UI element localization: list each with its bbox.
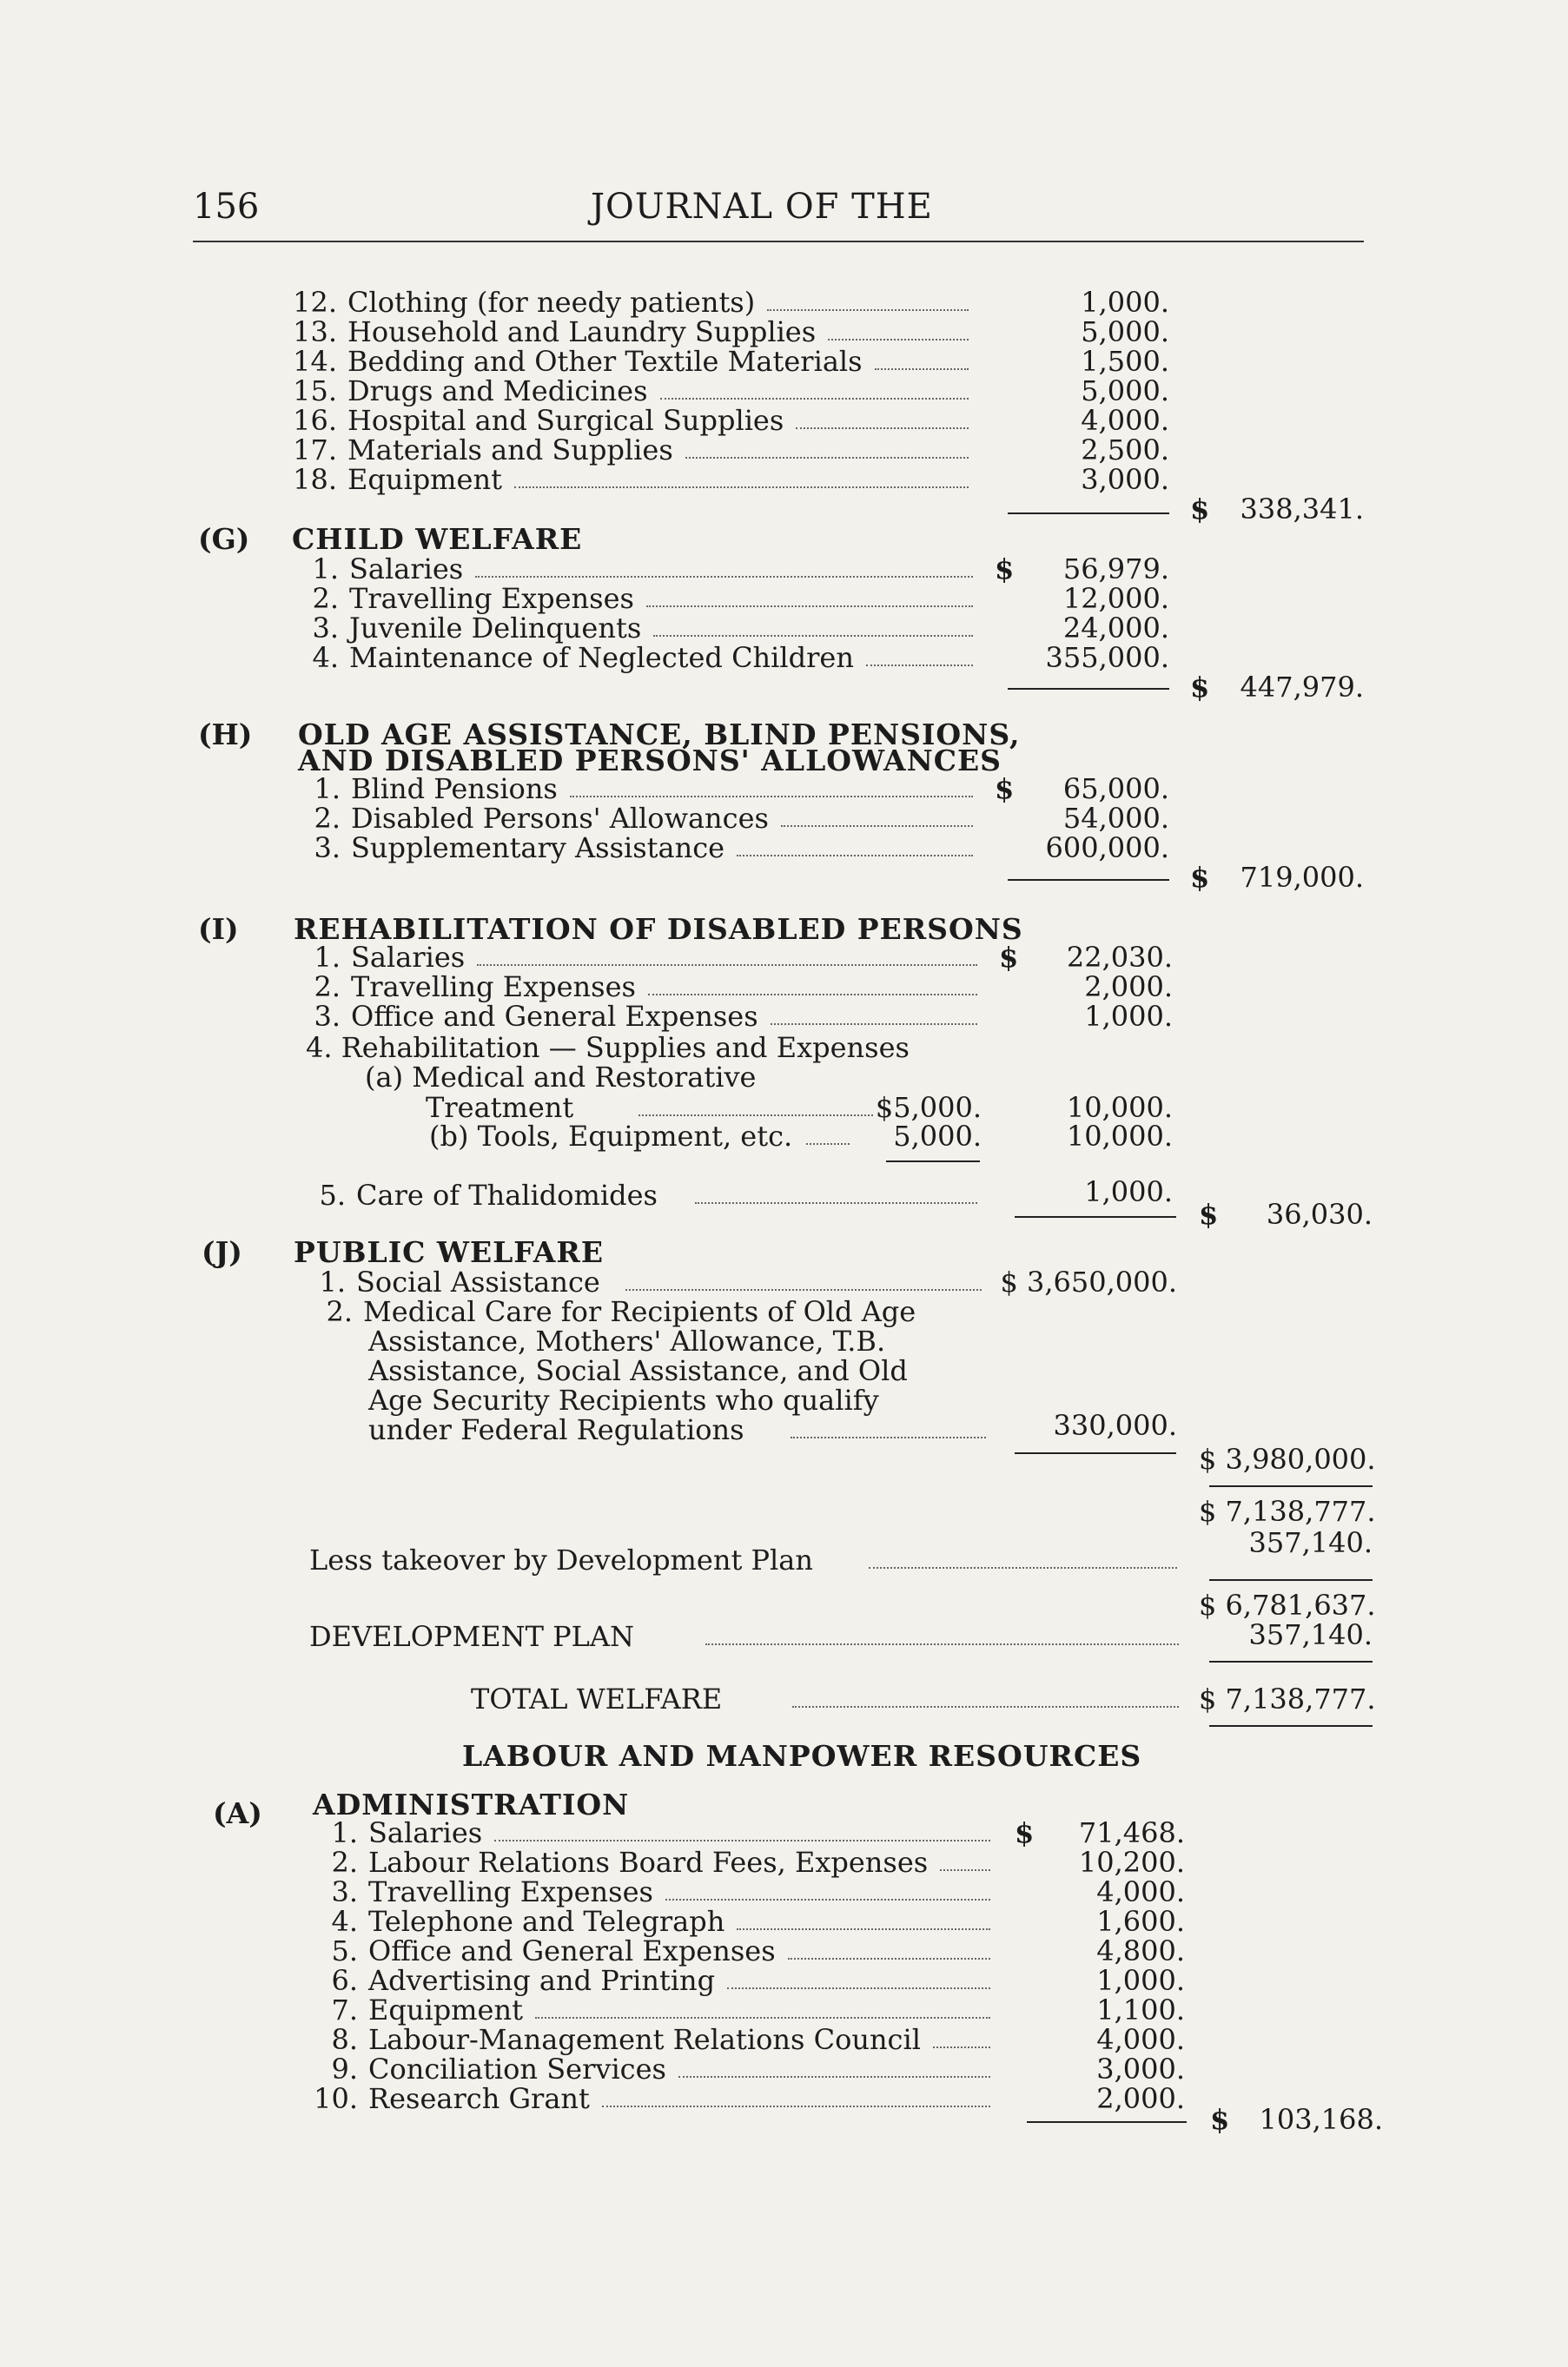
item-amount: 4,000. xyxy=(1096,1875,1185,1908)
leader-dots xyxy=(705,1643,1179,1645)
item-label: Household and Laundry Supplies xyxy=(347,315,817,348)
list-item xyxy=(293,374,648,407)
section-g-total: 447,979. xyxy=(1240,671,1364,704)
item-label: Labour-Management Relations Council xyxy=(368,2023,921,2056)
item-number: 6. xyxy=(331,1964,358,1997)
list-item xyxy=(331,1934,776,1967)
list-item xyxy=(331,1816,483,1849)
list-item xyxy=(312,612,642,645)
item-amount: 600,000. xyxy=(1045,831,1169,864)
list-item xyxy=(314,772,558,805)
section-j-title: PUBLIC WELFARE xyxy=(294,1235,604,1269)
section-i-total: 36,030. xyxy=(1266,1198,1373,1231)
summary-net: $ 6,781,637. xyxy=(1199,1589,1376,1622)
section-j-item-2-line-1: 2. Medical Care for Recipients of Old Age xyxy=(326,1295,916,1328)
leader-dots xyxy=(875,368,969,370)
summary-total-amount: $ 7,138,777. xyxy=(1199,1683,1376,1716)
section-i-letter: (I) xyxy=(198,912,239,946)
item-number: 13. xyxy=(293,315,337,348)
section-i-sub-b-inner: 5,000. xyxy=(893,1120,982,1153)
list-item xyxy=(312,641,854,674)
item-label: Telephone and Telegraph xyxy=(368,1905,725,1938)
item-amount: 65,000. xyxy=(1062,772,1169,805)
section-h-letter: (H) xyxy=(198,717,253,751)
item-amount: 22,030. xyxy=(1066,941,1173,974)
section-i-sub-b-amount: 10,000. xyxy=(1066,1120,1173,1153)
section-i-item-4: 4. Rehabilitation — Supplies and Expenses xyxy=(306,1031,910,1064)
item-label: Blind Pensions xyxy=(351,772,558,805)
list-item xyxy=(293,345,863,378)
leader-dots xyxy=(792,1706,1179,1708)
list-item xyxy=(331,2023,921,2056)
section-h-rule xyxy=(1008,879,1169,881)
list-item xyxy=(331,2053,666,2086)
item-label: Juvenile Delinquents xyxy=(349,612,642,645)
list-item xyxy=(314,831,725,864)
item-label: Travelling Expenses xyxy=(349,582,634,615)
item-number: 12. xyxy=(293,286,337,319)
section-i-sub-b: (b) Tools, Equipment, etc. xyxy=(429,1120,793,1153)
labour-heading: LABOUR AND MANPOWER RESOURCES xyxy=(462,1739,1142,1773)
item-amount: 10,200. xyxy=(1078,1846,1185,1879)
leader-dots xyxy=(678,2076,990,2078)
summary-rule-3 xyxy=(1209,1661,1373,1663)
item-number: 1. xyxy=(312,552,339,585)
list-item xyxy=(312,552,464,585)
list-item xyxy=(293,463,502,496)
leader-dots xyxy=(638,1114,873,1116)
summary-rule-2 xyxy=(1209,1579,1373,1581)
item-number: 1. xyxy=(331,1816,358,1849)
item-label: Materials and Supplies xyxy=(347,433,673,466)
section-j-item-1-amount: $ 3,650,000. xyxy=(1000,1266,1177,1299)
leader-dots xyxy=(767,309,969,311)
item-amount: 1,600. xyxy=(1096,1905,1185,1938)
item-amount: 2,000. xyxy=(1096,2082,1185,2115)
summary-less-row: Less takeover by Development Plan xyxy=(309,1544,813,1577)
summary-subtotal: $ 7,138,777. xyxy=(1199,1495,1376,1528)
list-item xyxy=(314,970,636,1003)
section-j-rule xyxy=(1015,1452,1176,1454)
item-label: Disabled Persons' Allowances xyxy=(351,802,769,835)
leader-dots xyxy=(771,1023,977,1025)
item-amount: 71,468. xyxy=(1078,1816,1185,1849)
item-amount: 5,000. xyxy=(1081,374,1169,407)
page-header xyxy=(193,187,1364,242)
leader-dots xyxy=(665,1899,990,1901)
item-label: Salaries xyxy=(351,941,466,974)
leader-dots xyxy=(514,486,969,488)
leader-dots xyxy=(570,796,973,797)
leader-dots xyxy=(625,1289,982,1291)
section-h-total: 719,000. xyxy=(1240,861,1364,894)
item-label: Equipment xyxy=(347,463,502,496)
item-number: 4. xyxy=(331,1905,358,1938)
item-number: 3. xyxy=(331,1875,358,1908)
summary-less-amount: 357,140. xyxy=(1248,1526,1373,1559)
section-j-item-2-line-5: under Federal Regulations xyxy=(368,1413,744,1446)
list-item xyxy=(314,941,466,974)
section-i-sub-rule xyxy=(886,1160,980,1162)
section-g-letter: (G) xyxy=(198,522,250,556)
page-number: 156 xyxy=(193,187,260,227)
leader-dots xyxy=(933,2046,990,2048)
section-i-sub-a-amount: 10,000. xyxy=(1066,1091,1173,1124)
item-number: 17. xyxy=(293,433,337,466)
leader-dots xyxy=(828,339,969,341)
leader-dots xyxy=(866,664,973,666)
section-g-total-dollar: $ xyxy=(1190,671,1210,704)
list-item xyxy=(331,1875,653,1908)
section-j-letter: (J) xyxy=(202,1235,242,1269)
summary-total-row: TOTAL WELFARE xyxy=(471,1683,723,1716)
leader-dots xyxy=(477,964,977,966)
summary-double-rule-1 xyxy=(1209,1725,1373,1727)
item-label: Office and General Expenses xyxy=(368,1934,776,1967)
section-j-item-2-line-3: Assistance, Social Assistance, and Old xyxy=(368,1354,908,1387)
item-amount: 1,000. xyxy=(1081,286,1169,319)
section-i-item-5: 5. Care of Thalidomides xyxy=(319,1179,658,1212)
item-number: 2. xyxy=(314,802,341,835)
item-number: 8. xyxy=(331,2023,358,2056)
section-j-item-1: 1. Social Assistance xyxy=(319,1266,600,1299)
section-g-first-dollar: $ xyxy=(995,552,1015,585)
labour-total-dollar: $ xyxy=(1210,2103,1230,2136)
leader-dots xyxy=(602,2106,990,2107)
section-j-item-2-amount: 330,000. xyxy=(1053,1409,1177,1442)
section-i-rule xyxy=(1015,1216,1176,1218)
section-i-first-dollar: $ xyxy=(999,941,1019,974)
list-item xyxy=(331,1905,725,1938)
item-number: 9. xyxy=(331,2053,358,2086)
top-total-dollar: $ xyxy=(1190,493,1210,526)
item-label: Conciliation Services xyxy=(368,2053,666,2086)
leader-dots xyxy=(494,1840,990,1841)
section-h-title-1: OLD AGE ASSISTANCE, BLIND PENSIONS, xyxy=(298,717,1021,751)
item-label: Hospital and Surgical Supplies xyxy=(347,404,784,437)
item-amount: 3,000. xyxy=(1081,463,1169,496)
summary-dev-amount: 357,140. xyxy=(1248,1618,1373,1651)
section-h-total-dollar: $ xyxy=(1190,861,1210,894)
item-label: Clothing (for needy patients) xyxy=(347,286,756,319)
list-item xyxy=(293,286,756,319)
item-amount: 2,000. xyxy=(1084,970,1173,1003)
list-item xyxy=(331,1993,523,2026)
list-item xyxy=(293,315,817,348)
labour-rule xyxy=(1027,2121,1187,2123)
item-label: Supplementary Assistance xyxy=(351,831,725,864)
labour-total: 103,168. xyxy=(1259,2103,1383,2136)
item-number: 2. xyxy=(331,1846,358,1879)
leader-dots xyxy=(869,1567,1177,1569)
list-item xyxy=(293,433,673,466)
item-amount: 1,500. xyxy=(1081,345,1169,378)
leader-dots xyxy=(781,825,973,827)
section-i-sub-a-inner: $5,000. xyxy=(875,1091,982,1124)
leader-dots xyxy=(648,994,977,995)
leader-dots xyxy=(535,2017,990,2019)
item-amount: 24,000. xyxy=(1062,612,1169,645)
item-amount: 2,500. xyxy=(1081,433,1169,466)
item-amount: 4,000. xyxy=(1081,404,1169,437)
item-label: Labour Relations Board Fees, Expenses xyxy=(368,1846,929,1879)
list-item xyxy=(314,1000,758,1033)
item-amount: 355,000. xyxy=(1045,641,1169,674)
item-label: Drugs and Medicines xyxy=(347,374,648,407)
leader-dots xyxy=(695,1202,977,1204)
item-label: Bedding and Other Textile Materials xyxy=(347,345,863,378)
section-j-total: $ 3,980,000. xyxy=(1199,1443,1376,1476)
item-number: 3. xyxy=(314,831,341,864)
labour-a-letter: (A) xyxy=(213,1796,262,1830)
leader-dots xyxy=(940,1869,990,1871)
item-number: 5. xyxy=(331,1934,358,1967)
item-label: Travelling Expenses xyxy=(368,1875,653,1908)
section-i-total-dollar: $ xyxy=(1199,1198,1219,1231)
item-number: 16. xyxy=(293,404,337,437)
list-item xyxy=(314,802,769,835)
item-label: Salaries xyxy=(349,552,464,585)
list-item xyxy=(331,1964,716,1997)
item-number: 1. xyxy=(314,941,341,974)
item-label: Office and General Expenses xyxy=(351,1000,758,1033)
section-j-item-2-line-2: Assistance, Mothers' Allowance, T.B. xyxy=(368,1325,886,1358)
item-number: 1. xyxy=(314,772,341,805)
list-item xyxy=(312,582,634,615)
leader-dots xyxy=(737,1928,990,1930)
item-amount: 1,000. xyxy=(1096,1964,1185,1997)
item-number: 15. xyxy=(293,374,337,407)
leader-dots xyxy=(796,427,969,429)
item-amount: 1,100. xyxy=(1096,1993,1185,2026)
summary-dev-row: DEVELOPMENT PLAN xyxy=(309,1620,635,1653)
item-label: Salaries xyxy=(368,1816,483,1849)
summary-rule-1 xyxy=(1209,1485,1373,1487)
item-number: 2. xyxy=(312,582,339,615)
leader-dots xyxy=(788,1958,990,1960)
leader-dots xyxy=(737,855,973,856)
item-label: Travelling Expenses xyxy=(351,970,636,1003)
item-amount: 1,000. xyxy=(1084,1000,1173,1033)
list-item xyxy=(314,2082,590,2115)
page-title: JOURNAL OF THE xyxy=(591,187,933,227)
list-item xyxy=(331,1846,929,1879)
top-items-rule xyxy=(1008,512,1169,514)
section-i-item-5-amount: 1,000. xyxy=(1084,1175,1173,1208)
leader-dots xyxy=(685,457,969,459)
list-item xyxy=(293,404,784,437)
item-amount: 5,000. xyxy=(1081,315,1169,348)
item-label: Advertising and Printing xyxy=(368,1964,716,1997)
section-g-title: CHILD WELFARE xyxy=(292,522,583,556)
item-number: 3. xyxy=(314,1000,341,1033)
labour-a-title: ADMINISTRATION xyxy=(313,1788,630,1822)
section-i-sub-a-line1: (a) Medical and Restorative xyxy=(365,1061,757,1094)
labour-first-dollar: $ xyxy=(1015,1816,1035,1849)
leader-dots xyxy=(660,398,969,400)
item-amount: 54,000. xyxy=(1062,802,1169,835)
item-amount: 3,000. xyxy=(1096,2053,1185,2086)
section-i-sub-a-line2: Treatment xyxy=(426,1091,574,1124)
leader-dots xyxy=(646,605,973,607)
leader-dots xyxy=(653,635,973,637)
item-label: Research Grant xyxy=(368,2082,590,2115)
leader-dots xyxy=(806,1143,850,1145)
item-number: 2. xyxy=(314,970,341,1003)
item-amount: 4,000. xyxy=(1096,2023,1185,2056)
item-number: 7. xyxy=(331,1993,358,2026)
leader-dots xyxy=(791,1437,986,1438)
item-label: Maintenance of Neglected Children xyxy=(349,641,854,674)
top-total: 338,341. xyxy=(1240,493,1364,526)
item-amount: 4,800. xyxy=(1096,1934,1185,1967)
item-number: 14. xyxy=(293,345,337,378)
leader-dots xyxy=(475,576,973,578)
item-number: 18. xyxy=(293,463,337,496)
section-g-rule xyxy=(1008,688,1169,690)
section-h-first-dollar: $ xyxy=(995,772,1015,805)
section-i-title: REHABILITATION OF DISABLED PERSONS xyxy=(294,912,1023,946)
item-number: 4. xyxy=(312,641,339,674)
item-amount: 12,000. xyxy=(1062,582,1169,615)
item-number: 10. xyxy=(314,2082,358,2115)
leader-dots xyxy=(727,1987,990,1989)
section-j-item-2-line-4: Age Security Recipients who qualify xyxy=(368,1384,879,1417)
item-number: 3. xyxy=(312,612,339,645)
item-label: Equipment xyxy=(368,1993,523,2026)
section-h-title-2: AND DISABLED PERSONS' ALLOWANCES xyxy=(298,744,1002,777)
item-amount: 56,979. xyxy=(1062,552,1169,585)
